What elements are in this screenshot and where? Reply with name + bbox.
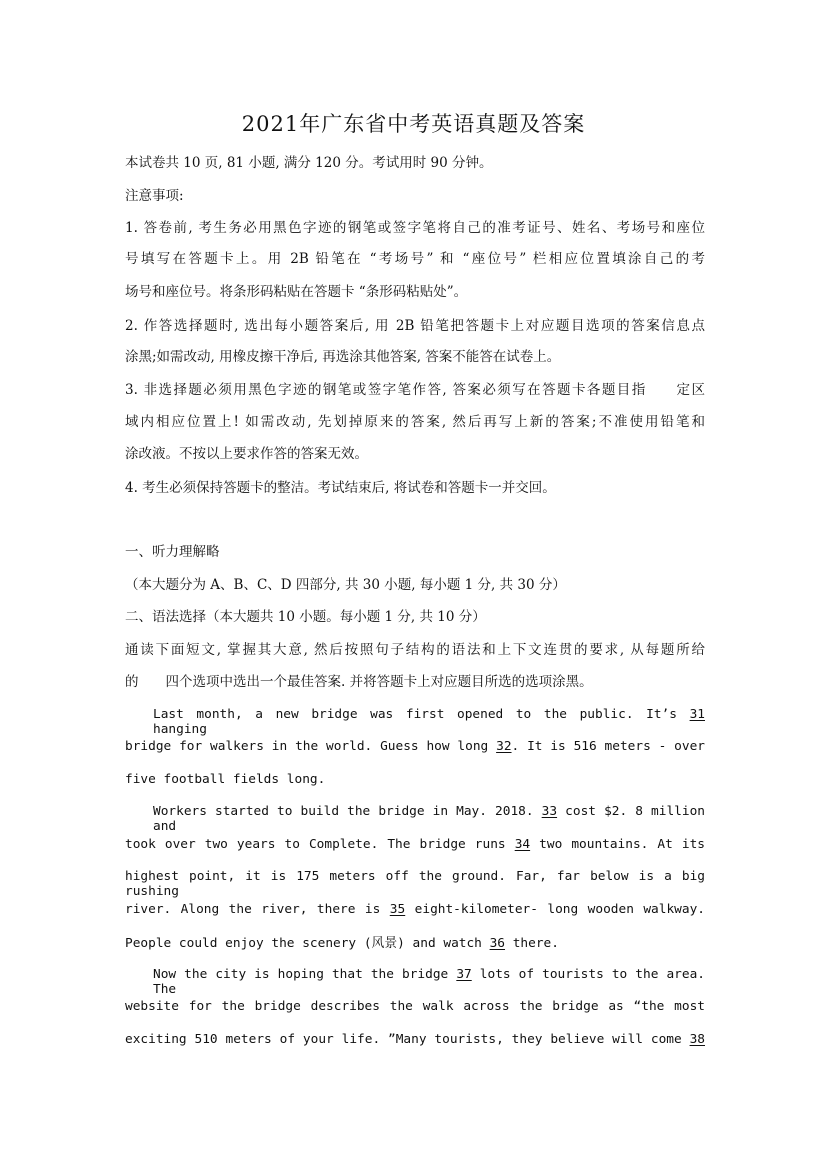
section-2-instruction-line-1: 通读下面短文, 掌握其大意, 然后按照句子结构的语法和上下文连贯的要求, 从每题所给 [125,642,705,658]
blank-32: 32 [496,739,512,754]
page-title: 2021年广东省中考英语真题及答案 [241,112,586,136]
notice-item-2-line-1: 2. 作答选择题时, 选出每小题答案后, 用 2B 铅笔把答题卡上对应题目选项的答案信息点 [125,318,705,334]
passage-line: exciting 510 meters of your life. ”Many tourists, they believe will come 38 [125,1032,705,1047]
blank-38: 38 [689,1032,705,1047]
blank-33: 33 [541,804,558,819]
passage-line: People could enjoy the scenery (风景) and watch 36 there. [125,936,559,951]
passage-line: bridge for walkers in the world. Guess how long 32. It is 516 meters - over [125,739,705,754]
notice-item-2-line-2: 涂黑;如需改动, 用橡皮擦干净后, 再选涂其他答案, 答案不能答在试卷上。 [125,349,561,365]
notice-item-4: 4. 考生必须保持答题卡的整洁。考试结束后, 将试卷和答题卡一并交回。 [125,480,556,496]
notice-item-3-line-2: 域内相应位置上! 如需改动, 先划掉原来的答案, 然后再写上新的答案;不准使用铅笔和 [125,414,705,430]
blank-34: 34 [514,837,531,852]
section-2-instruction-line-2: 的 四个选项中选出一个最佳答案. 并将答题卡上对应题目所选的选项涂黑。 [125,674,593,690]
notice-item-3-line-1: 3. 非选择题必须用黑色字迹的钢笔或签字笔作答, 答案必须写在答题卡各题目指 定区 [125,382,705,398]
blank-31: 31 [689,707,705,722]
notice-item-3-line-3: 涂改液。不按以上要求作答的答案无效。 [125,446,368,462]
section-2-heading: 二、语法选择（本大题共 10 小题。每小题 1 分, 共 10 分） [125,609,486,625]
notice-item-1-line-3: 场号和座位号。将条形码粘贴在答题卡 “条形码粘贴处”。 [125,284,468,300]
passage-line: Now the city is hoping that the bridge 37 lots of tourists to the area. The [153,967,705,997]
section-1-heading: 一、听力理解略 [125,544,220,560]
passage-line: website for the bridge describes the walk across the bridge as “the most [125,999,705,1014]
passage-line: river. Along the river, there is 35 eight-kilometer- long wooden walkway. [125,902,705,917]
notice-item-1-line-1: 1. 答卷前, 考生务必用黑色字迹的钢笔或签字笔将自己的准考证号、姓名、考场号和座位 [125,220,705,236]
passage-line: highest point, it is 175 meters off the ground. Far, far below is a big rushing [125,869,705,899]
passage-line: took over two years to Complete. The bridge runs 34 two mountains. At its [125,837,706,852]
notice-item-1-line-2: 号填写在答题卡上。用 2B 铅笔在 “考场号” 和 “座位号” 栏相应位置填涂自己的考 [125,251,705,267]
notice-heading: 注意事项: [125,188,184,204]
passage-line: five football fields long. [125,772,326,787]
blank-36: 36 [489,936,506,951]
section-1-note: （本大题分为 A、B、C、D 四部分, 共 30 小题, 每小题 1 分, 共 30 分） [125,577,566,593]
blank-35: 35 [389,902,406,917]
blank-37: 37 [456,967,472,982]
passage-line: Workers started to build the bridge in May. 2018. 33 cost $2. 8 million and [153,804,705,834]
passage-line: Last month, a new bridge was first opened to the public. It’s 31 hanging [153,707,705,737]
exam-info: 本试卷共 10 页, 81 小题, 满分 120 分。考试用时 90 分钟。 [125,155,493,171]
